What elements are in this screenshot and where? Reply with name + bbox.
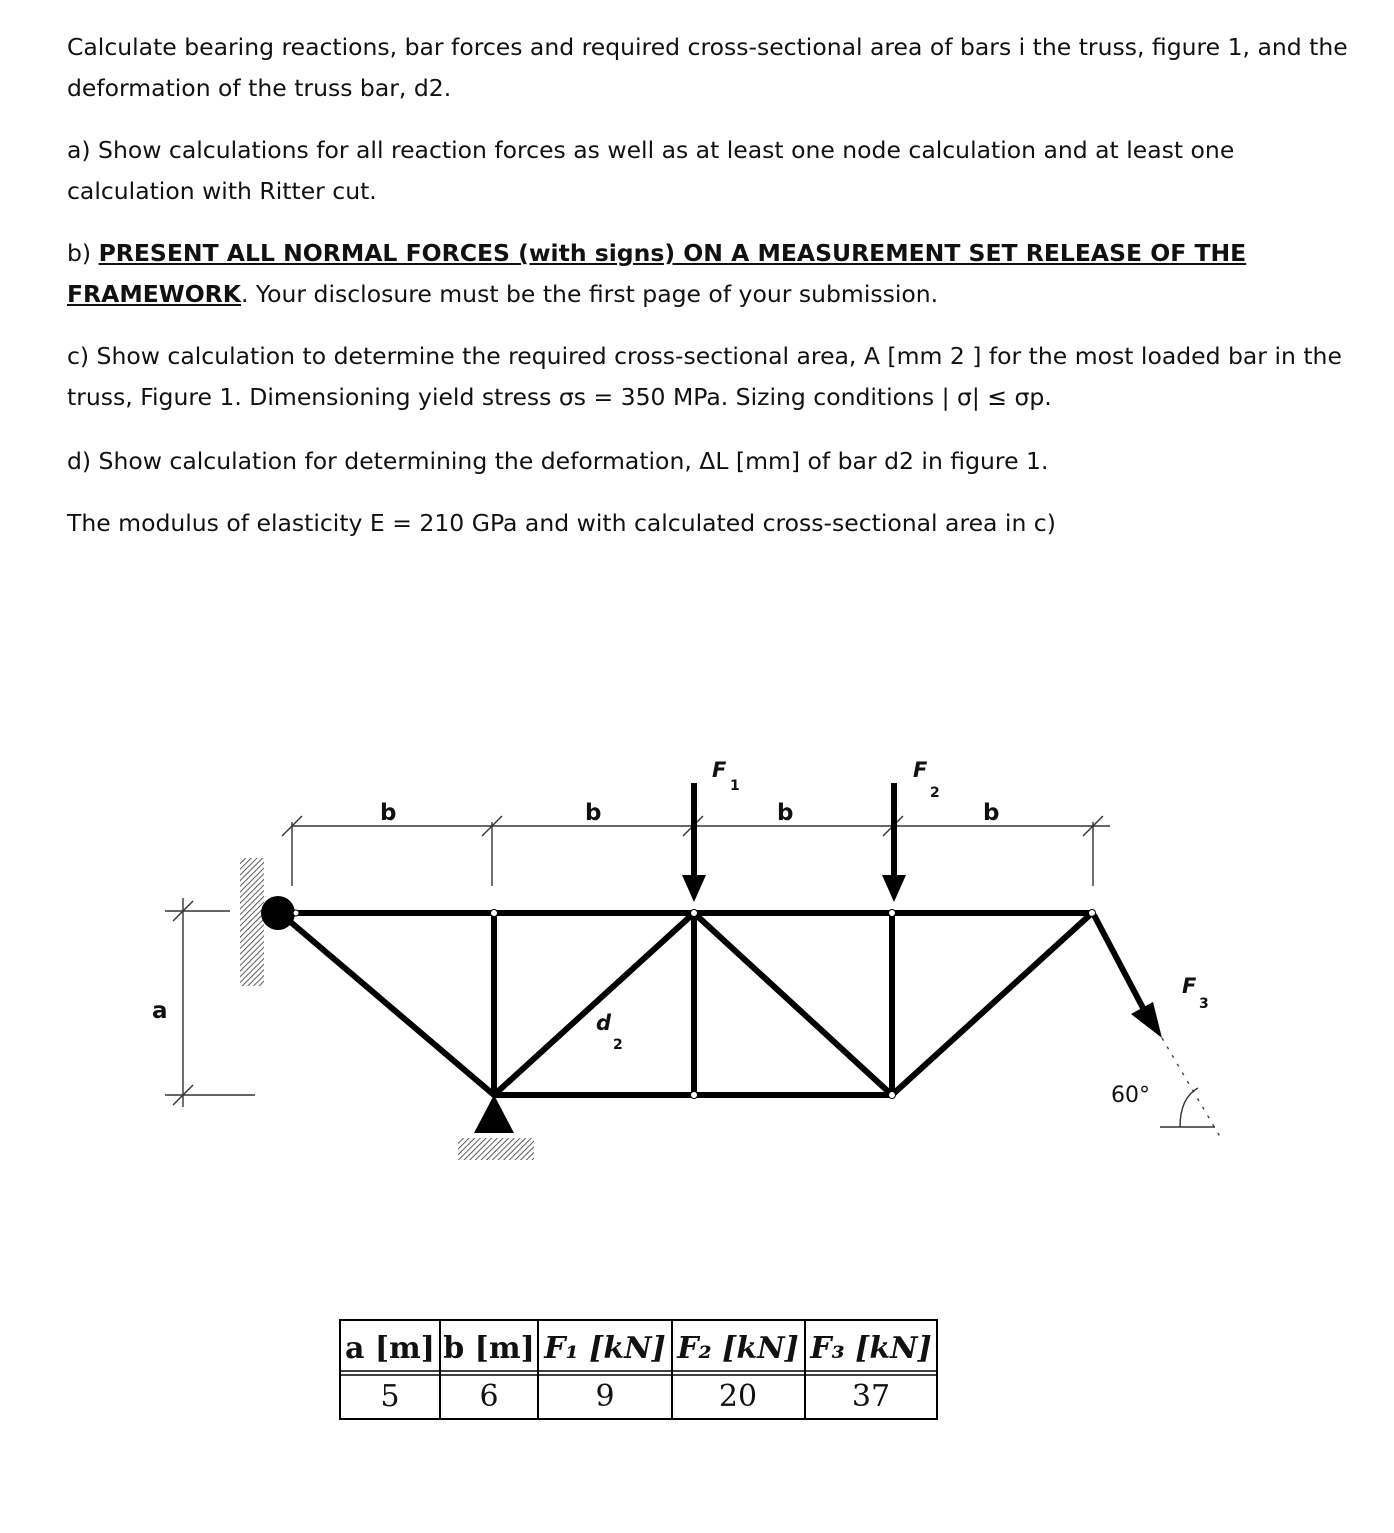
table-header-f3: F₃ [kN] — [810, 1331, 932, 1366]
angle-label: 60° — [1111, 1083, 1150, 1108]
diagonal-d2 — [494, 913, 694, 1095]
pin-support — [261, 896, 295, 930]
dim-b-label-4: b — [983, 800, 1000, 826]
truss-members — [280, 913, 1092, 1095]
part-c-text: c) Show calculation to determine the required cross-sectional area, A [mm 2 ] for the most loaded bar in the truss, Figure 1. Dimensioning yield stress σs = 350 MPa. Sizing conditions | σ| ≤ σp. — [67, 342, 1342, 411]
table-value-b: 6 — [479, 1379, 499, 1414]
table-header-b: b [m] — [443, 1331, 535, 1366]
table-header-f1: F₁ [kN] — [544, 1331, 666, 1366]
table-value-f2: 20 — [718, 1379, 758, 1414]
ground-support-hatch — [458, 1138, 534, 1160]
f1-subscript: 1 — [730, 778, 740, 794]
modulus-text: The modulus of elasticity E = 210 GPa and with calculated cross-sectional area in c) — [67, 509, 1056, 537]
dim-b-label-1: b — [380, 800, 397, 826]
dim-b-label-3: b — [777, 800, 794, 826]
f2-label: F — [913, 758, 928, 782]
dim-a-label: a — [152, 998, 168, 1024]
left-diagonal — [280, 913, 494, 1095]
part-b-emphasis: PRESENT ALL NORMAL FORCES (with signs) ON A MEASUREMENT SET RELEASE OF THE FRAMEWORK — [67, 239, 1247, 308]
f1-label: F — [712, 758, 727, 782]
table-header-f2: F₂ [kN] — [677, 1331, 799, 1366]
wall-support-hatch — [240, 858, 264, 986]
diagonal-3 — [694, 913, 892, 1095]
parameter-table — [340, 1320, 937, 1419]
part-d-text: d) Show calculation for determining the deformation, ΔL [mm] of bar d2 in figure 1. — [67, 447, 1049, 475]
f2-subscript: 2 — [930, 785, 940, 801]
f3-label: F — [1182, 974, 1197, 998]
d2-label: d — [596, 1011, 612, 1035]
part-b-suffix: . Your disclosure must be the first page of your submission. — [240, 280, 939, 308]
f2-arrow — [882, 783, 906, 902]
table-header-a: a [m] — [344, 1331, 436, 1366]
dim-b-label-2: b — [585, 800, 602, 826]
f3-subscript: 3 — [1199, 996, 1209, 1012]
table-value-a: 5 — [380, 1379, 400, 1414]
right-diagonal — [892, 913, 1092, 1095]
table-value-f1: 9 — [595, 1379, 615, 1414]
f1-arrow — [682, 783, 706, 902]
roller-support — [474, 1095, 514, 1133]
table-value-f3: 37 — [851, 1379, 891, 1414]
d2-subscript: 2 — [613, 1037, 623, 1053]
part-a-text: a) Show calculations for all reaction forces as well as at least one node calculation and at least one calculation with Ritter cut. — [67, 136, 1235, 205]
part-b-prefix: b) — [67, 239, 99, 267]
intro-text: Calculate bearing reactions, bar forces and required cross-sectional area of bars i the truss, figure 1, and the deformation of the truss bar, d2. — [67, 33, 1348, 102]
